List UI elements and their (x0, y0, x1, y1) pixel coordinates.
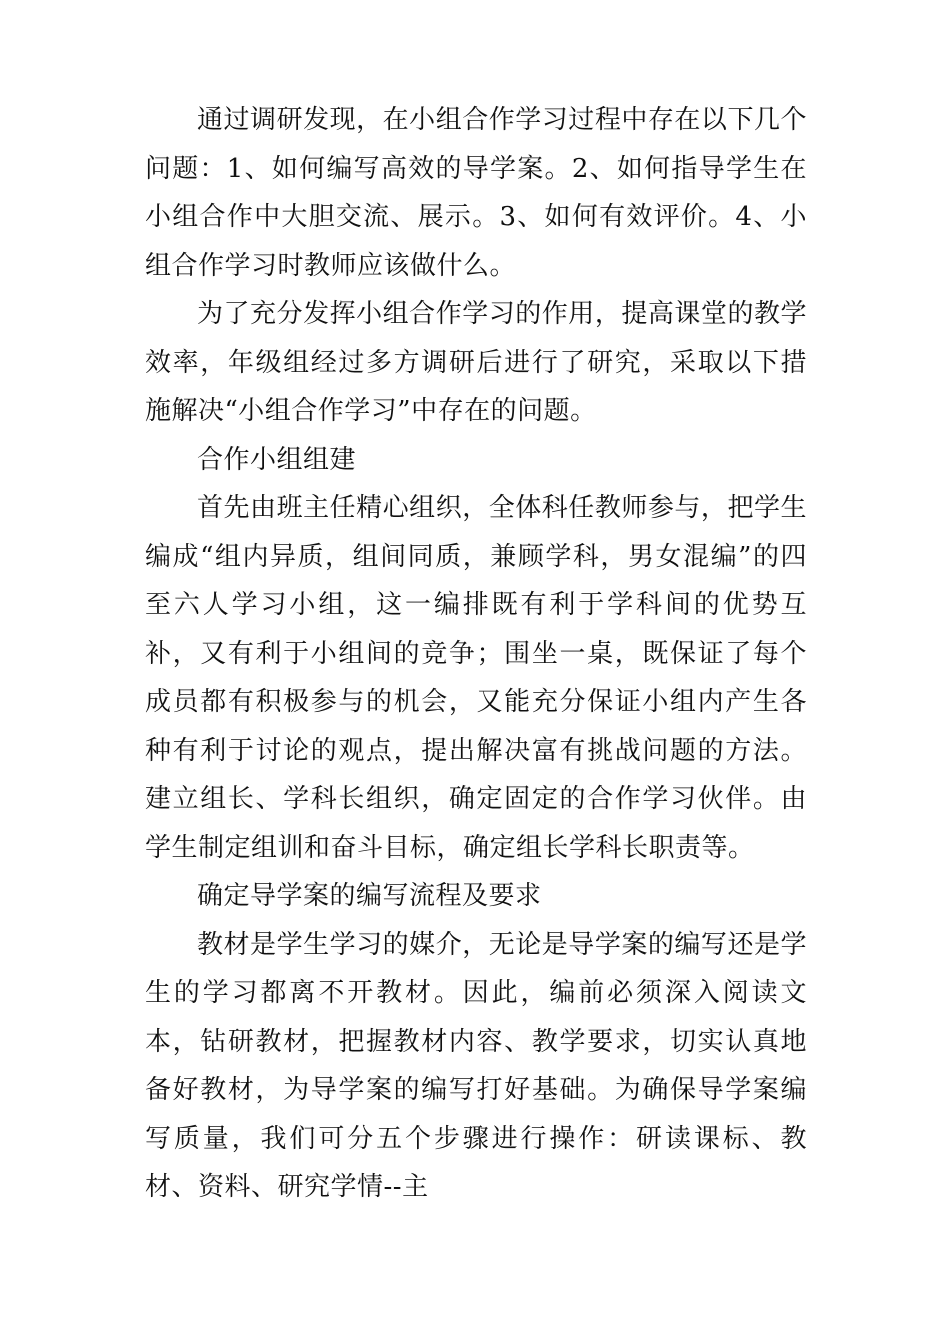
paragraph-problems: 通过调研发现，在小组合作学习过程中存在以下几个问题：1、如何编写高效的导学案。2、如何指导学生在小组合作中大胆交流、展示。3、如何有效评价。4、小组合作学习时教师应该做什么。 (145, 105, 807, 281)
section-heading-group-formation: 合作小组组建 (197, 444, 357, 475)
section-heading-guide-writing: 确定导学案的编写流程及要求 (197, 881, 542, 911)
paragraph-group-formation: 首先由班主任精心组织，全体科任教师参与，把学生编成“组内异质，组间同质，兼顾学科，男女混编”的四至六人学习小组，这一编排既有利于学科间的优势互补，又有利于小组间的竞争；围坐一桌，既保证了每个成员都有积极参与的机会，又能充分保证小组内产生各种有利于讨论的观点，提出解决富有挑战问题的方法。建立组长、学科长组织，确定固定的合作学习伙伴。由学生制定组训和奋斗目标，确定组长学科长职责等。 (145, 493, 807, 863)
paragraph-measures: 为了充分发挥小组合作学习的作用，提高课堂的教学效率，年级组经过多方调研后进行了研究，采取以下措施解决“小组合作学习”中存在的问题。 (145, 299, 807, 426)
paragraph-guide-writing: 教材是学生学习的媒介，无论是导学案的编写还是学生的学习都离不开教材。因此，编前必须深入阅读文本，钻研教材，把握教材内容、教学要求，切实认真地备好教材，为导学案的编写打好基础。为确保导学案编写质量，我们可分五个步骤进行操作：研读课标、教材、资料、研究学情--主 (145, 929, 807, 1202)
document-page (145, 96, 807, 1212)
